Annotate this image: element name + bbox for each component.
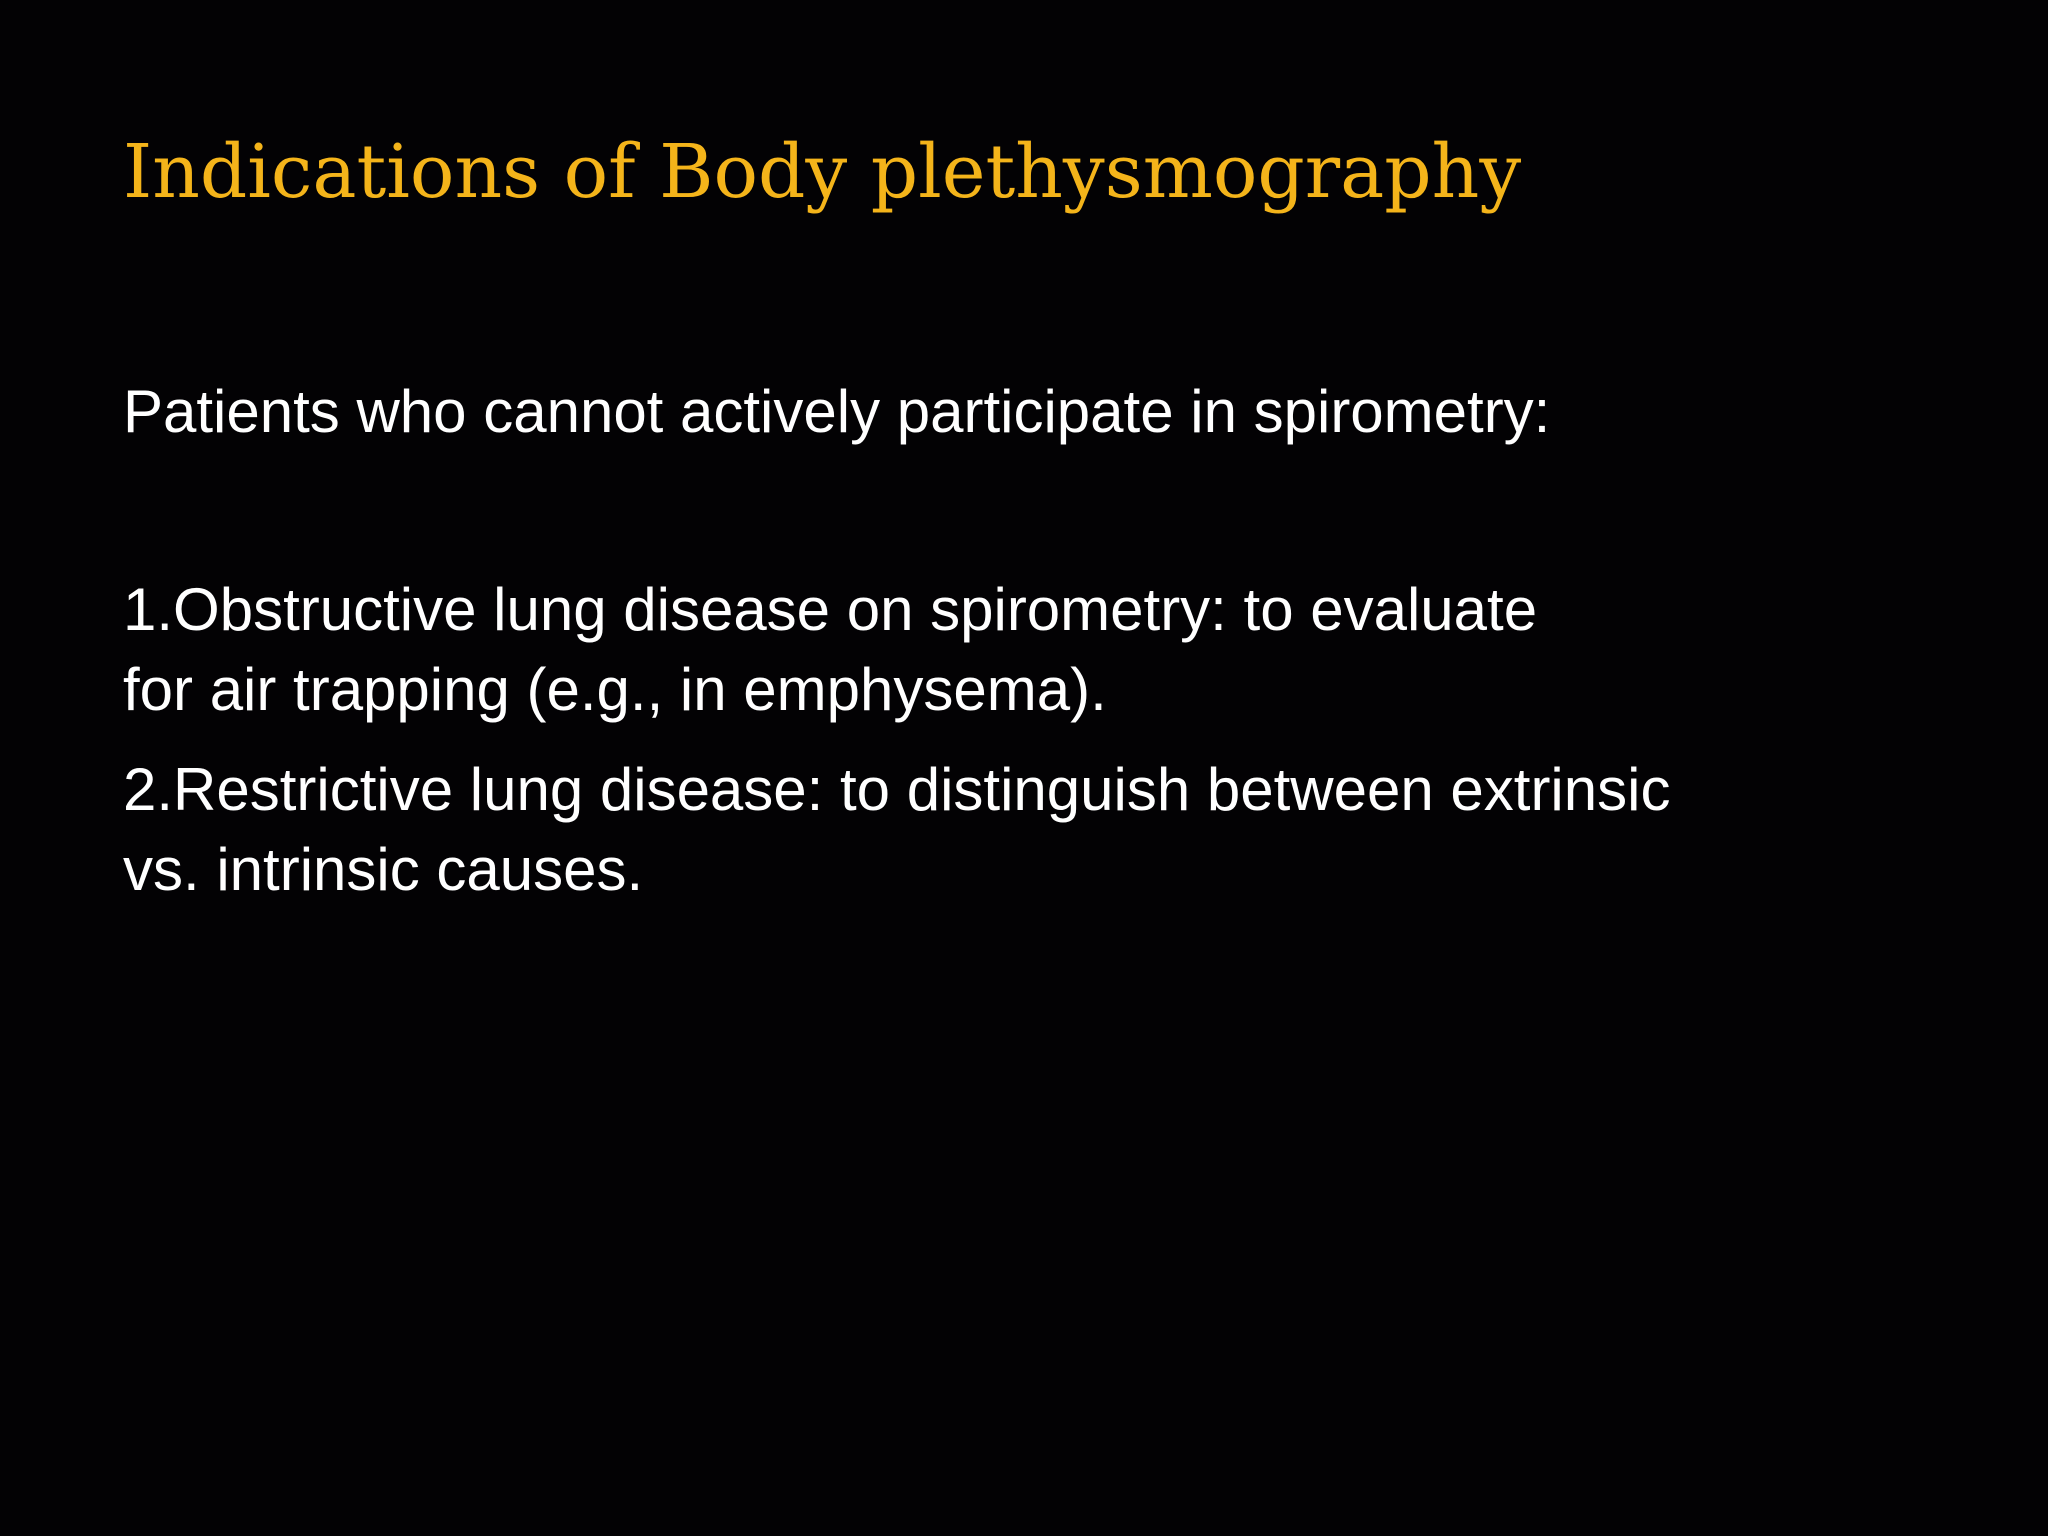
list-item-line: for air trapping (e.g., in emphysema). <box>123 656 1107 723</box>
list-item-line: vs. intrinsic causes. <box>123 836 644 903</box>
intro-text: Patients who cannot actively participate in spirometry: <box>123 378 1551 445</box>
list-item-obstructive <box>123 570 1983 730</box>
list-item-line: 2.Restrictive lung disease: to distinguish between extrinsic <box>123 756 1671 823</box>
slide-title: Indications of Body plethysmography <box>123 129 1522 215</box>
indications-list <box>123 570 1983 930</box>
list-item-restrictive <box>123 750 1983 910</box>
list-item-line: 1.Obstructive lung disease on spirometry: to evaluate <box>123 576 1538 643</box>
